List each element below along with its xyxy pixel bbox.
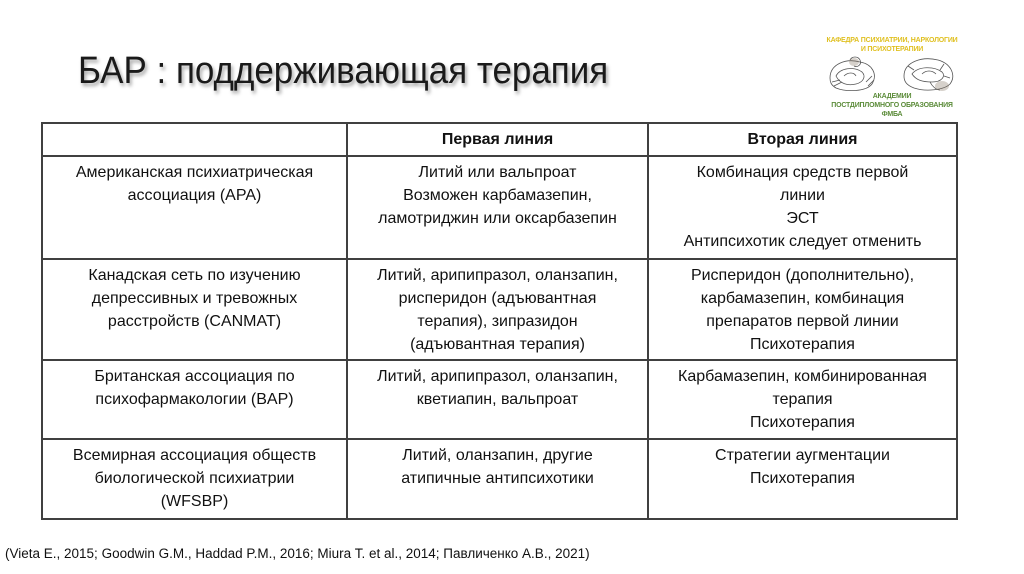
guidelines-table — [41, 122, 958, 520]
cell-first-line — [347, 439, 648, 519]
cell-text: карбамазепин, комбинация — [700, 290, 905, 307]
logo-bottom-text — [826, 92, 958, 119]
cell-text: Литий, арипипразол, оланзапин, — [377, 267, 618, 284]
cell-second-line — [648, 156, 957, 259]
cell-second-line — [648, 360, 957, 439]
cell-text: расстройств (CANMAT) — [107, 313, 282, 330]
cell-text: Психотерапия — [750, 336, 855, 353]
table-row — [42, 259, 957, 360]
cell-first-line — [347, 360, 648, 439]
cell-text: Литий, арипипразол, оланзапин, — [377, 368, 618, 385]
cell-text: Британская ассоциация по — [94, 368, 295, 385]
header-organization — [42, 123, 347, 156]
cell-text: ЭСТ — [786, 210, 819, 227]
cell-text: линии — [780, 187, 825, 204]
table-row — [42, 439, 957, 519]
citation-references: (Vieta E., 2015; Goodwin G.M., Haddad P.M., 2016; Miura T. et al., 2014; Павличенко А.В., 2021) — [5, 546, 590, 561]
cell-text: терапия), зипразидон — [417, 313, 578, 330]
cell-second-line — [648, 439, 957, 519]
cell-text: ламотриджин или оксарбазепин — [378, 210, 617, 227]
table-row — [42, 360, 957, 439]
header-second-line: Вторая линия — [648, 123, 957, 156]
cell-organization — [42, 360, 347, 439]
cell-text: атипичные антипсихотики — [401, 470, 594, 487]
cell-organization — [42, 259, 347, 360]
cell-text: Карбамазепин, комбинированная — [678, 368, 927, 385]
cell-second-line — [648, 259, 957, 360]
cell-text: терапия — [772, 391, 833, 408]
cell-text: (WFSBP) — [160, 493, 229, 510]
cell-text: Американская психиатрическая — [75, 164, 314, 181]
logo-top-text: КАФЕДРА ПСИХИАТРИИ, НАРКОЛОГИИ И ПСИХОТЕРАПИИ — [826, 37, 958, 53]
cell-text: Всемирная ассоциация обществ — [72, 447, 317, 464]
cell-first-line — [347, 156, 648, 259]
cell-text: психофармакологии (BAP) — [95, 391, 294, 408]
brain-illustration-icon — [826, 54, 958, 94]
cell-text: Канадская сеть по изучению — [88, 267, 301, 284]
logo-bottom-line: ПОСТДИПЛОМНОГО ОБРАЗОВАНИЯ — [831, 102, 953, 109]
logo-bottom-line: АКАДЕМИИ — [872, 93, 912, 100]
cell-text: Психотерапия — [750, 470, 855, 487]
slide-title: БАР : поддерживающая терапия — [78, 50, 609, 92]
cell-text: Рисперидон (дополнительно), — [690, 267, 915, 284]
cell-text: Литий, оланзапин, другие — [402, 447, 593, 464]
cell-text: Антипсихотик следует отменить — [683, 233, 922, 250]
table-row — [42, 156, 957, 259]
header-first-line: Первая линия — [347, 123, 648, 156]
table-header-row — [42, 123, 957, 156]
cell-text: депрессивных и тревожных — [91, 290, 298, 307]
cell-organization — [42, 156, 347, 259]
cell-text: биологической психиатрии — [94, 470, 295, 487]
cell-text: Литий или вальпроат — [418, 164, 577, 181]
cell-text: ассоциация (APA) — [127, 187, 262, 204]
cell-text: Возможен карбамазепин, — [403, 187, 592, 204]
department-logo — [826, 34, 958, 120]
cell-text: кветиапин, вальпроат — [416, 391, 579, 408]
cell-text: рисперидон (адъювантная — [398, 290, 597, 307]
cell-text: Психотерапия — [750, 414, 855, 431]
cell-text: Стратегии аугментации — [715, 447, 890, 464]
cell-text: препаратов первой линии — [706, 313, 899, 330]
cell-first-line — [347, 259, 648, 360]
logo-bottom-line: ФМБА — [881, 111, 903, 118]
cell-text: Комбинация средств первой — [696, 164, 909, 181]
cell-text: (адъювантная терапия) — [410, 336, 585, 353]
cell-organization — [42, 439, 347, 519]
